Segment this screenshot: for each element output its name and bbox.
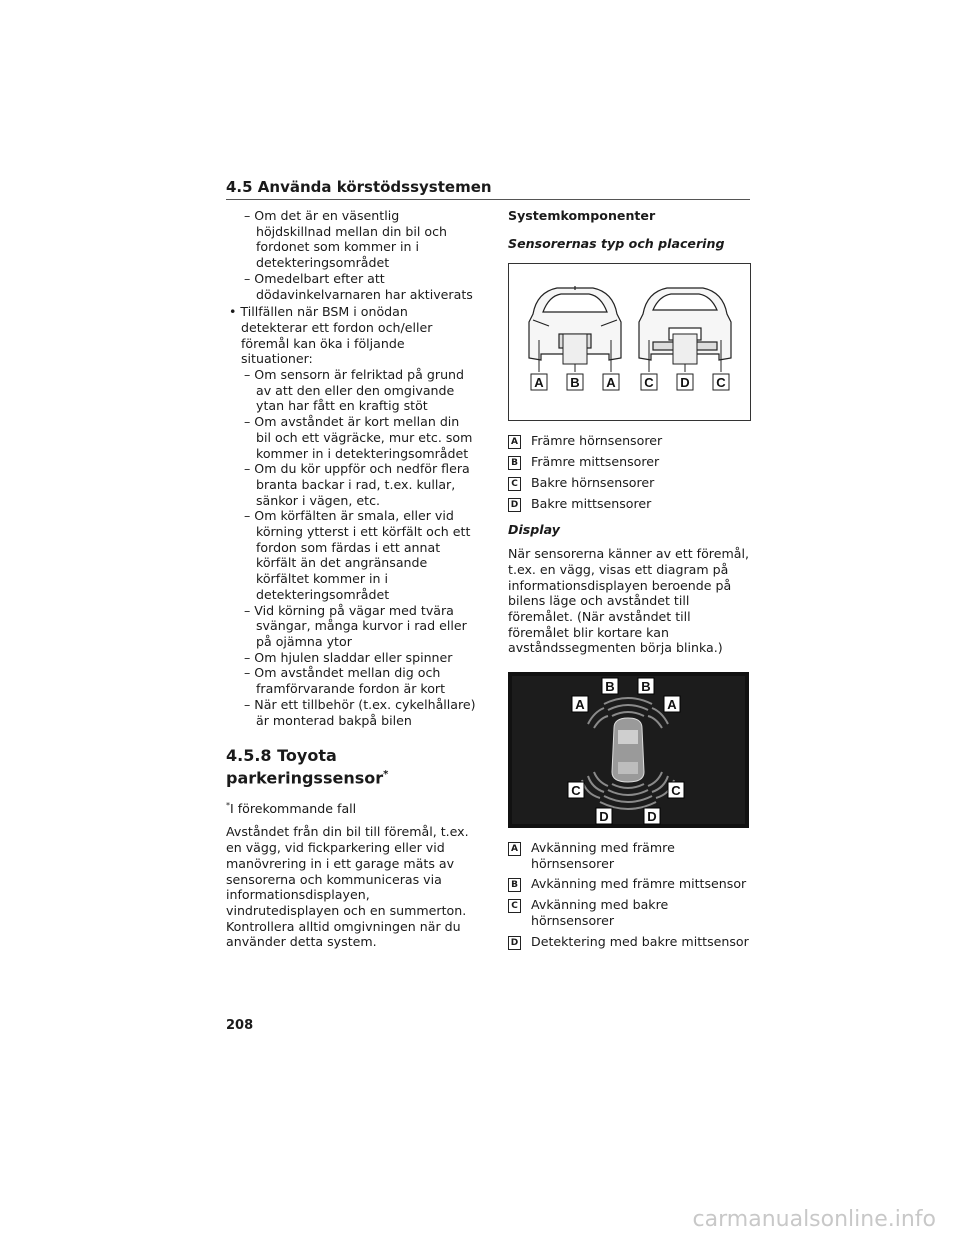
- legend1-item: [508, 454, 752, 470]
- legend2-text: Avkänning med främre hörnsensorer: [531, 840, 675, 871]
- figure2-label: B: [641, 679, 651, 695]
- sensor-type-heading: Sensorernas typ och placering: [508, 235, 725, 251]
- list-item: – Vid körning på vägar med tvära svängar, många kurvor i rad eller på ojämna ytor: [244, 602, 467, 649]
- list-item: – När ett tillbehör (t.ex. cykelhållare) är monterad bakpå bilen: [244, 696, 476, 728]
- section-title: [226, 746, 476, 787]
- legend1-text: Bakre hörnsensorer: [531, 475, 655, 491]
- figure1-label: A: [534, 375, 544, 391]
- watermark: carmanualsonline.info: [692, 1207, 936, 1232]
- list-item: – Om avståndet är kort mellan din bil och ett vägräcke, mur etc. som kommer in i detekteringsområdet: [244, 414, 473, 461]
- legend1: [508, 433, 752, 512]
- legend1-text: Bakre mittsensorer: [531, 496, 652, 512]
- figure2-label: C: [571, 783, 581, 799]
- legend2-text: Detektering med bakre mittsensor: [531, 933, 749, 949]
- legend1-item: [508, 496, 752, 512]
- list-item: – Om avståndet mellan dig och framförvarande fordon är kort: [244, 665, 446, 697]
- legend1-key: B: [508, 456, 521, 470]
- footnote: [226, 798, 476, 817]
- legend1-item: [508, 433, 752, 449]
- legend2-item: [508, 876, 752, 892]
- sensor-location-figure: [508, 263, 751, 421]
- legend1-key: A: [508, 435, 521, 449]
- display-paragraph: När sensorerna känner av ett föremål, t.ex. en vägg, visas ett diagram på informationsdisplayen beroende på bilens läge och avståndet till föremålet. (När avståndet till föremålet blir kortare kan avståndssegmenten börja blinka.): [508, 546, 749, 656]
- figure2-label: B: [605, 679, 615, 695]
- list-item: – Om körfälten är smala, eller vid körning ytterst i ett körfält och ett fordon som färdas i ett annat körfält än det angränsande körfältet kommer in i detekteringsområdet: [244, 508, 471, 602]
- car-top-view: [612, 718, 644, 782]
- figure1-label: A: [606, 375, 616, 391]
- legend1-item: [508, 475, 752, 491]
- sensor-callouts: [539, 334, 721, 372]
- figure2-label: A: [575, 697, 585, 713]
- figure1-label-boxes: [531, 374, 729, 390]
- page-number: 208: [226, 1018, 254, 1033]
- figure2-label: C: [671, 783, 681, 799]
- legend2-key: D: [508, 936, 521, 950]
- section-title-mark: *: [383, 769, 389, 781]
- header-rule: [226, 199, 750, 200]
- legend2-item: [508, 840, 752, 871]
- legend1-key: D: [508, 498, 521, 512]
- list-item: – Om hjulen sladdar eller spinner: [244, 649, 453, 665]
- legend2-text: Avkänning med bakre hörnsensorer: [531, 897, 669, 929]
- parking-display-figure: [508, 672, 749, 828]
- legend2: [508, 840, 752, 950]
- systemkomponenter-heading: Systemkomponenter: [508, 208, 656, 223]
- legend2-key: C: [508, 899, 521, 913]
- legend2-text: Avkänning med främre mittsensor: [531, 876, 747, 892]
- legend2-item: [508, 934, 752, 950]
- left-column: [226, 208, 476, 950]
- footnote-text: I förekommande fall: [230, 800, 357, 816]
- legend2-item: [508, 897, 752, 928]
- legend2-key: A: [508, 842, 521, 856]
- right-column: [508, 208, 752, 955]
- figure1-label: C: [644, 375, 654, 391]
- figure2-label: D: [647, 809, 657, 825]
- display-heading: Display: [508, 522, 560, 538]
- figure1-label: B: [570, 375, 580, 391]
- figure2-label: D: [599, 809, 609, 825]
- figure1-label: C: [716, 375, 726, 391]
- legend1-text: Främre mittsensorer: [531, 454, 660, 470]
- section-title-text: 4.5.8 Toyota parkeringssensor: [226, 746, 384, 788]
- page-header-title: 4.5 Använda körstödssystemen: [226, 178, 492, 196]
- list-item: – Omedelbart efter att dödavinkelvarnaren har aktiverats: [244, 270, 473, 302]
- legend1-text: Främre hörnsensorer: [531, 433, 663, 449]
- figure2-label: A: [667, 697, 677, 713]
- list-item: – Om sensorn är felriktad på grund av att den eller den omgivande ytan har fått en kraftig stöt: [244, 367, 465, 414]
- footnote-mark: *: [226, 800, 230, 810]
- list-item: – Om du kör uppför och nedför flera branta backar i rad, t.ex. kullar, sänkor i vägen, etc.: [244, 461, 470, 508]
- legend2-key: B: [508, 878, 521, 892]
- list-item: – Om det är en väsentlig höjdskillnad mellan din bil och fordonet som kommer in i detekteringsområdet: [244, 208, 448, 271]
- legend1-key: C: [508, 477, 521, 491]
- intro-paragraph: Avståndet från din bil till föremål, t.ex. en vägg, vid fickparkering eller vid manövrering in i ett garage mäts av sensorerna och kommuniceras via informationsdisplayen, vindrutedisplayen och en summerton. Kontrollera alltid omgivningen när du använder detta system.: [226, 824, 469, 950]
- figure1-label: D: [680, 375, 690, 391]
- bullet-item: • Tillfällen när BSM i onödan detekterar ett fordon och/eller föremål kan öka i följande situationer:: [229, 304, 433, 367]
